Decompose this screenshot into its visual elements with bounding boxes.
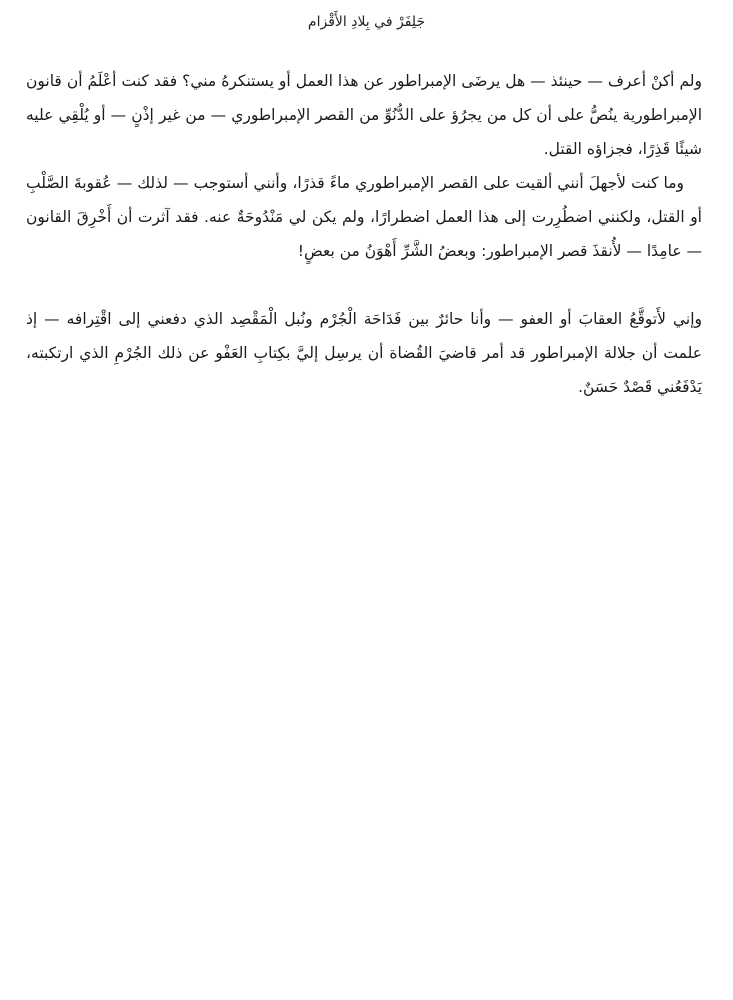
paragraph-1: ولم أكنْ أعرف — حينئذ — هل يرضَى الإمبراطور عن هذا العمل أو يستنكرهُ مني؟ فقد كنت أعْلَمُ أن قانون الإمبراطورية ينُصُّ على أن كل من يجرُؤ على الدُّنُوِّ من القصر الإمبراطوري — من غير إذْنٍ — أو يُلْقِي عليه شيئًا قَذِرًا، فجزاؤه القتل. <box>26 72 702 158</box>
paragraph-spacer <box>26 268 702 302</box>
paragraph-3: وإني لأَتوقَّعُ العقابَ أو العفو — وأنا حائرٌ بين فَدَاحَة الْجُرْم ونُبل الْمَقْصِد الذي دفعني إلى اقْتِرافه — إذ علمت أن جلالة الإمبراطور قد أمر قاضيَ القُضاة أن يرسِل إليَّ بكِتابِ العَفْو عن ذلك الجُرْمِ الذي ارتكبته، يَدْفَعُني قَصْدٌ حَسَنٌ. <box>26 310 702 396</box>
running-header-title: جَلِفَرْ في بِلادِ الأَقْزام <box>307 14 426 30</box>
paragraph-2: وما كنت لأجهلَ أنني ألقيت على القصر الإمبراطوري ماءً قذرًا، وأنني أستوجب — لذلك — عُقوبةَ الصَّلْبِ أو القتل، ولكنني اضطُرِرت إلى هذا العمل اضطرارًا، ولم يكن لي مَنْدُوحَةٌ عنه. فقد آثرت أن أَخْرِقَ القانون — عامِدًا — لأُنقذَ قصر الإمبراطور: وبعضُ الشَّرِّ أَهْوَنُ من بعضٍ! <box>26 174 702 260</box>
body-text <box>26 64 702 404</box>
